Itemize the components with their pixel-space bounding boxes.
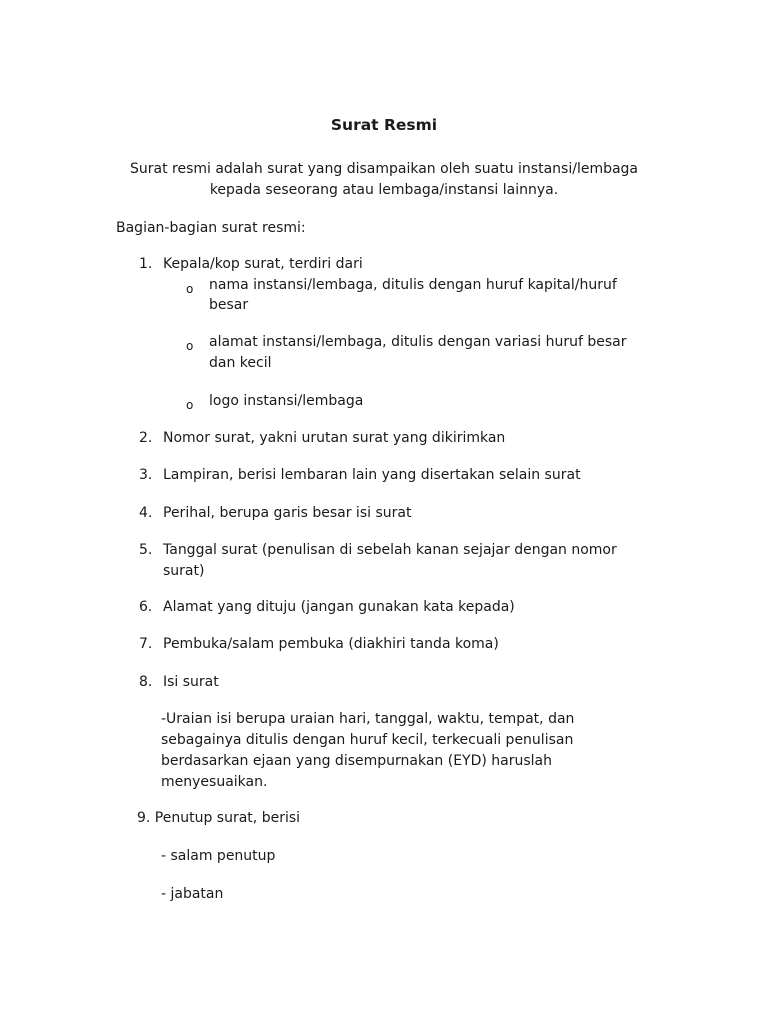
sub-bullet: o: [186, 339, 194, 353]
section-heading: Bagian-bagian surat resmi:: [116, 220, 306, 236]
list-item-number: 7.: [139, 636, 153, 652]
list-item-text: Nomor surat, yakni urutan surat yang dikirimkan: [163, 430, 506, 446]
list-item-text: Perihal, berupa garis besar isi surat: [163, 505, 412, 521]
list-item-text: Tanggal surat (penulisan di sebelah kanan sejajar dengan nomor: [163, 542, 617, 558]
closing-item: - salam penutup: [161, 848, 276, 864]
list-item-number: 1.: [139, 256, 153, 272]
detail-paragraph-line: -Uraian isi berupa uraian hari, tanggal, waktu, tempat, dan: [161, 711, 575, 727]
list-item-text: Lampiran, berisi lembaran lain yang disertakan selain surat: [163, 467, 581, 483]
detail-paragraph-line: sebagainya ditulis dengan huruf kecil, terkecuali penulisan: [161, 732, 574, 748]
list-item-text: Pembuka/salam pembuka (diakhiri tanda koma): [163, 636, 499, 652]
list-item-text: Alamat yang dituju (jangan gunakan kata kepada): [163, 599, 515, 615]
list-item-number: 4.: [139, 505, 153, 521]
list-item-number: 8.: [139, 674, 153, 690]
closing-item: - jabatan: [161, 886, 224, 902]
sub-item-text: dan kecil: [209, 355, 272, 371]
intro-line-1: Surat resmi adalah surat yang disampaikan oleh suatu instansi/lembaga: [129, 161, 639, 177]
list-item-number: 5.: [139, 542, 153, 558]
sub-bullet: o: [186, 282, 194, 296]
sub-item-text: alamat instansi/lembaga, ditulis dengan variasi huruf besar: [209, 334, 627, 350]
list-item-text: Isi surat: [163, 674, 219, 690]
page-title: Surat Resmi: [330, 116, 438, 134]
list-item-number: 3.: [139, 467, 153, 483]
sub-item-text: nama instansi/lembaga, ditulis dengan huruf kapital/huruf: [209, 277, 617, 293]
sub-bullet: o: [186, 398, 194, 412]
detail-paragraph-line: berdasarkan ejaan yang disempurnakan (EYD) haruslah: [161, 753, 553, 769]
intro-line-2: kepada seseorang atau lembaga/instansi lainnya.: [209, 182, 559, 198]
detail-paragraph-line: menyesuaikan.: [161, 774, 268, 790]
sub-item-text: besar: [209, 297, 249, 313]
list-item-text: surat): [163, 563, 205, 579]
sub-item-text: logo instansi/lembaga: [209, 393, 364, 409]
list-item-9: 9. Penutup surat, berisi: [137, 810, 301, 826]
list-item-number: 6.: [139, 599, 153, 615]
list-item-text: Kepala/kop surat, terdiri dari: [163, 256, 363, 272]
list-item-number: 2.: [139, 430, 153, 446]
